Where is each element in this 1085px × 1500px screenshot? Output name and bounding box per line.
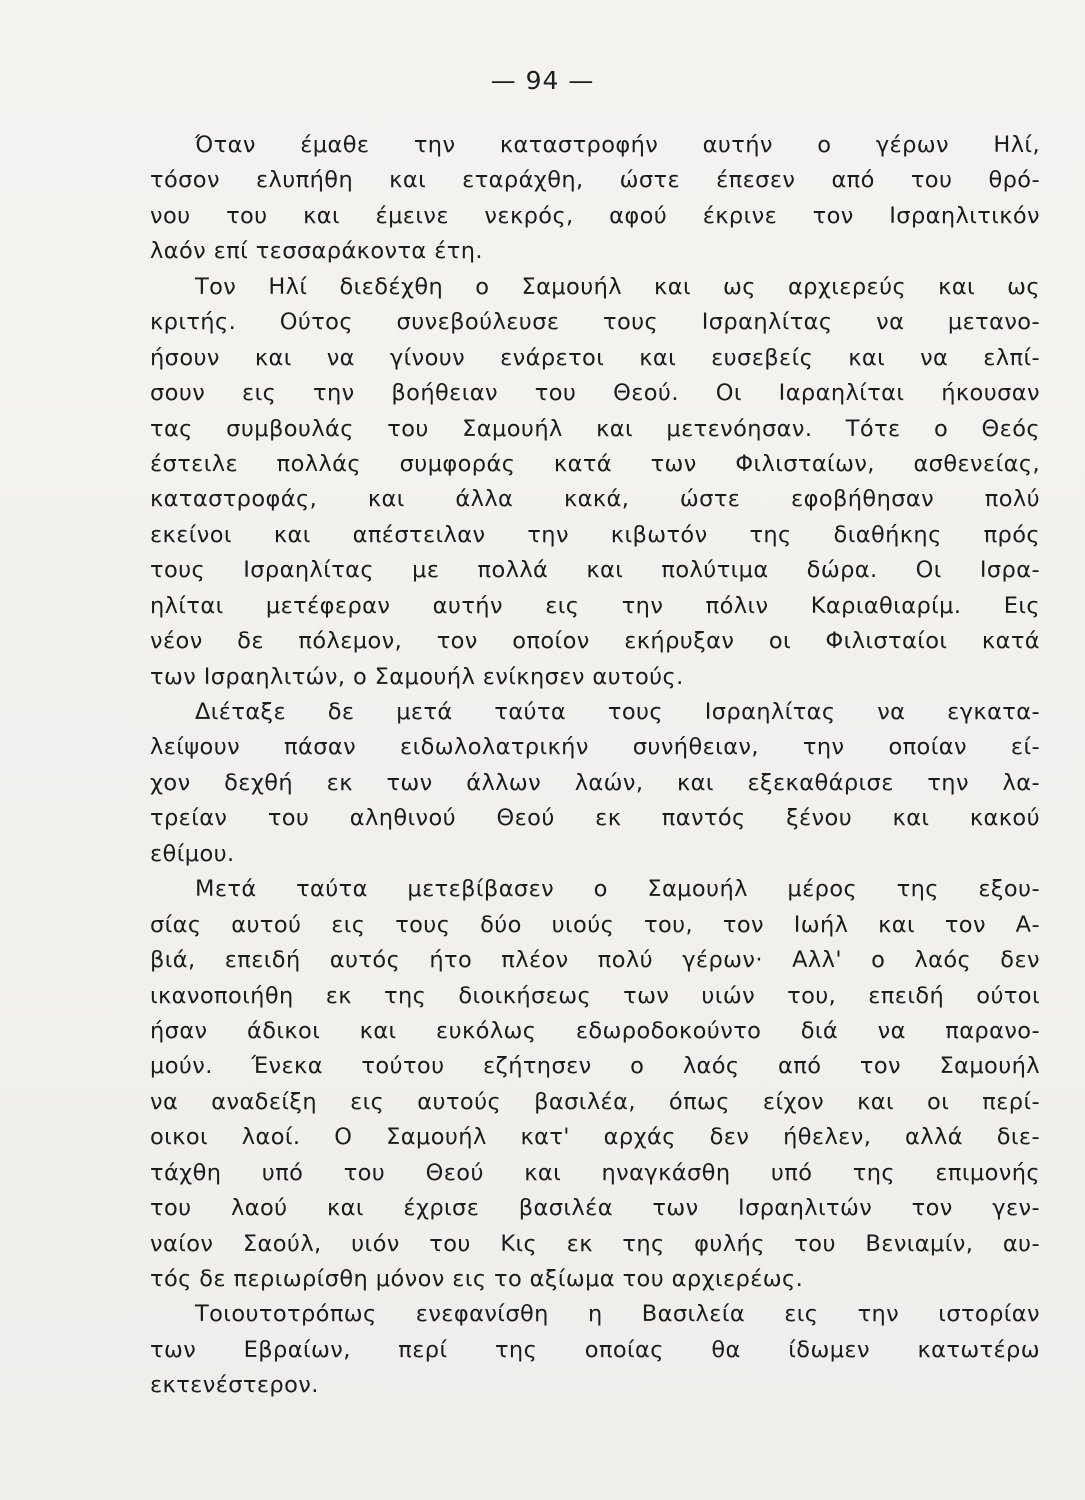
text-line: λαόν επί τεσσαράκοντα έτη. [150, 238, 483, 265]
text-line: λείψουν πάσαν ειδωλολατρικήν συνήθειαν, την οποίαν εί- [150, 734, 1040, 761]
text-line: κριτής. Ούτος συνεβούλευσε τους Ισραηλίτας να μετανο- [150, 309, 1040, 336]
text-line: ήσαν άδικοι και ευκόλως εδωροδοκούντο διά να παρανο- [150, 1017, 1040, 1044]
text-line: τόσον ελυπήθη και εταράχθη, ώστε έπεσεν από του θρό- [150, 167, 1040, 194]
text-line: εθίμου. [150, 840, 235, 867]
text-line: μούν. Ένεκα τούτου εζήτησεν ο λαός από τον Σαμουήλ [150, 1053, 1040, 1080]
text-line: βιά, επειδή αυτός ήτο πλέον πολύ γέρων· Αλλ' ο λαός δεν [150, 947, 1040, 974]
text-line: Μετά ταύτα μετεβίβασεν ο Σαμουήλ μέρος της εξου- [195, 876, 1040, 903]
text-line: χον δεχθή εκ των άλλων λαών, και εξεκαθάρισε την λα- [150, 769, 1040, 796]
text-line: καταστροφάς, και άλλα κακά, ώστε εφοβήθησαν πολύ [150, 486, 1040, 513]
text-line: των Ισραηλιτών, ο Σαμουήλ ενίκησεν αυτούς. [150, 663, 684, 690]
text-line: τάχθη υπό του Θεού και ηναγκάσθη υπό της επιμονής [150, 1159, 1040, 1186]
text-line: Τον Ηλί διεδέχθη ο Σαμουήλ και ως αρχιερεύς και ως [195, 273, 1040, 300]
text-line: Τοιουτοτρόπως ενεφανίσθη η Βασιλεία εις την ιστορίαν [195, 1301, 1040, 1328]
text-line: των Εβραίων, περί της οποίας θα ίδωμεν κατωτέρω [150, 1336, 1040, 1363]
text-line: νέον δε πόλεμον, τον οποίον εκήρυξαν οι Φιλισταίοι κατά [150, 628, 1040, 655]
text-line: σίας αυτού εις τους δύο υιούς του, τον Ιωήλ και τον Α- [150, 911, 1040, 938]
text-line: τρείαν του αληθινού Θεού εκ παντός ξένου και κακού [150, 805, 1040, 832]
body-text [150, 128, 1040, 1404]
page-number: — 94 — [490, 66, 595, 95]
text-line: νου του και έμεινε νεκρός, αφού έκρινε τον Ισραηλιτικόν [150, 202, 1040, 229]
text-line: εκείνοι και απέστειλαν την κιβωτόν της διαθήκης πρός [150, 521, 1040, 548]
text-line: ήσουν και να γίνουν ενάρετοι και ευσεβείς και να ελπί- [150, 344, 1040, 371]
text-line: σουν εις την βοήθειαν του Θεού. Οι Ιαραηλίται ήκουσαν [150, 380, 1040, 407]
text-line: να αναδείξη εις αυτούς βασιλέα, όπως είχον και οι περί- [150, 1088, 1040, 1115]
text-line: Όταν έμαθε την καταστροφήν αυτήν ο γέρων Ηλί, [195, 132, 1040, 158]
text-line: εκτενέστερον. [150, 1372, 319, 1399]
text-line: ηλίται μετέφεραν αυτήν εις την πόλιν Καριαθιαρίμ. Εις [150, 592, 1040, 619]
text-line: τας συμβουλάς του Σαμουήλ και μετενόησαν. Τότε ο Θεός [150, 415, 1040, 442]
text-line: έστειλε πολλάς συμφοράς κατά των Φιλισταίων, ασθενείας, [150, 450, 1040, 477]
text-line: ικανοποιήθη εκ της διοικήσεως των υιών του, επειδή ούτοι [150, 982, 1040, 1009]
text-line: Διέταξε δε μετά ταύτα τους Ισραηλίτας να εγκατα- [195, 699, 1040, 725]
text-line: οικοι λαοί. Ο Σαμουήλ κατ' αρχάς δεν ήθελεν, αλλά διε- [150, 1124, 1040, 1151]
text-line: τός δε περιωρίσθη μόνον εις το αξίωμα του αρχιερέως. [150, 1266, 804, 1292]
text-line: ναίον Σαούλ, υιόν του Κις εκ της φυλής του Βενιαμίν, αυ- [150, 1230, 1040, 1257]
text-line: του λαού και έχρισε βασιλέα των Ισραηλιτών τον γεν- [150, 1195, 1040, 1222]
text-line: τους Ισραηλίτας με πολλά και πολύτιμα δώρα. Οι Ισρα- [150, 557, 1040, 584]
